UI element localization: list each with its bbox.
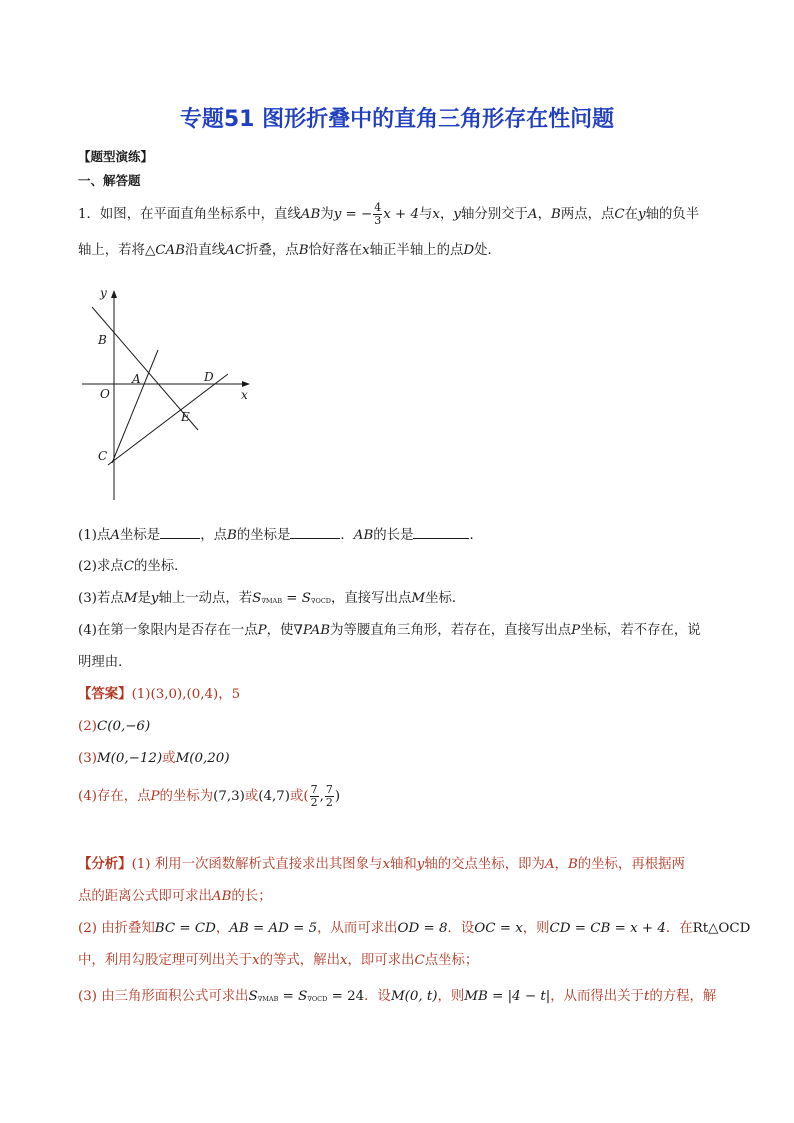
question-1-line-1: 1．如图，在平面直角坐标系中，直线AB为y = − $\frac{4}{3}$ x + 4与x，y轴分别交于A，B两点，点C在y轴的负半 [78,201,700,227]
answer-line-1: 【答案】(1)(3,0),(0,4)，5 [78,687,241,702]
analysis-line-5: (3) 由三角形面积公式可求出S∇MAB = S∇OCD = 24．设M(0, t)，则MB = |4 − t|，从而得出关于t的方程，解 [78,989,717,1004]
x-axis-arrow [242,381,250,387]
y-axis-arrow [111,290,117,298]
answer-line-4: (4)存在，点P的坐标为(7,3)或(4,7)或( $\frac{7}{2}$ , $\frac{7}{2}$ ) [78,783,341,809]
page-title: 专题51 图形折叠中的直角三角形存在性问题 [179,107,615,132]
question-1-line-2: 轴上，若将△CAB沿直线AC折叠，点B恰好落在x轴正半轴上的点D处． [78,243,501,258]
sub-question-4-line-2: 明理由． [78,655,132,670]
x-axis-label: x [241,388,248,402]
sub-question-4-line-1: (4)在第一象限内是否存在一点P，使∇PAB为等腰直角三角形，若存在，直接写出点P坐标，若不存在，说 [78,623,701,638]
label-C: C [98,449,108,463]
analysis-line-3: (2) 由折叠知BC = CD，AB = AD = 5，从而可求出OD = 8．设OC = x，则CD = CB = x + 4．在Rt△OCD [78,921,751,936]
label-E: E [181,410,190,424]
analysis-line-1: 【分析】(1) 利用一次函数解析式直接求出其图象与x轴和y轴的交点坐标，即为A，B的坐标，再根据两 [78,857,685,872]
coordinate-figure [78,285,258,507]
section-heading: 一、解答题 [78,173,141,188]
answer-blank [413,526,469,539]
section-tag: 【题型演练】 [78,149,154,164]
fraction-7-2: $\frac{7}{2}$ [325,783,333,809]
answer-line-3: (3)M(0,−12)或M(0,20) [78,751,230,766]
answer-line-2: (2)C(0,−6) [78,719,151,734]
label-D: D [204,370,214,384]
analysis-line-2: 点的距离公式即可求出AB的长； [78,889,272,904]
sub-question-1: (1)点A坐标是 ，点B的坐标是 ．AB的长是 ． [78,528,483,543]
fraction-7-2: $\frac{7}{2}$ [310,783,318,809]
sub-question-3: (3)若点M是y轴上一动点，若S∇MAB = S∇OCD，直接写出点M坐标． [78,591,466,606]
line-CD [108,374,228,465]
answer-blank [160,526,200,539]
answer-blank [290,526,340,539]
line-CA [112,350,158,463]
y-axis-label: y [100,286,107,300]
sub-question-2: (2)求点C的坐标． [78,559,188,574]
label-O: O [100,387,110,401]
label-A: A [132,372,141,386]
label-B: B [98,333,107,347]
fraction-4-3: $\frac{4}{3}$ [374,201,382,227]
analysis-line-4: 中，利用勾股定理可列出关于x的等式，解出x，即可求出C点坐标； [78,953,479,968]
